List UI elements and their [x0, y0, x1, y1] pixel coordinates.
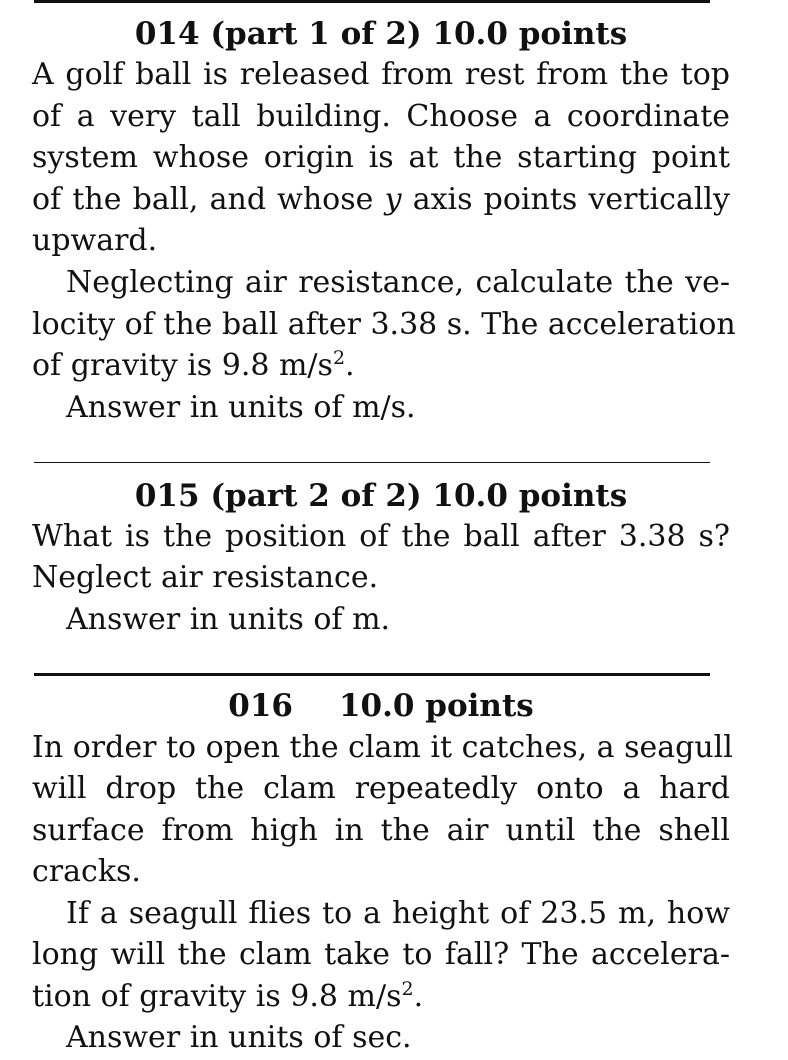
- problem-014-line-4-start: of the ball, and whose: [32, 182, 374, 217]
- problem-014-line-3: system whose origin is at the starting point: [32, 140, 730, 175]
- y-axis-variable: y: [384, 182, 402, 217]
- gravity-period: .: [345, 348, 355, 383]
- problem-016-line-4: cracks.: [32, 854, 141, 889]
- problem-016-line-3: surface from high in the air until the shell: [32, 813, 730, 848]
- problem-016-line-1: In order to open the clam it catches, a seagull: [32, 730, 733, 765]
- gravity-period-2: .: [413, 979, 424, 1014]
- problem-015-header: 015 (part 2 of 2) 10.0 points: [134, 478, 628, 514]
- problem-016-header: [32, 686, 730, 726]
- problem-016-number: 016: [228, 688, 293, 724]
- gravity-exponent-2: 2: [401, 978, 414, 1000]
- problem-016-line-5: If a seagull flies to a height of 23.5 m, how: [66, 896, 730, 931]
- gravity-text: of gravity is 9.8 m/s: [32, 348, 333, 383]
- problem-016-points: 10.0 points: [338, 688, 534, 724]
- problem-016-answer-units: Answer in units of sec.: [66, 1020, 412, 1055]
- problem-014-header: 014 (part 1 of 2) 10.0 points: [134, 16, 628, 52]
- problem-016-line-2: will drop the clam repeatedly onto a hard: [32, 771, 730, 806]
- problem-014-line-2: of a very tall building. Choose a coordinate: [32, 99, 730, 134]
- problem-016-line-7: [32, 977, 730, 1017]
- gravity-exponent: 2: [332, 347, 346, 369]
- gravity-text-2: tion of gravity is 9.8 m/s: [32, 979, 402, 1014]
- problem-014-line-1: A golf ball is released from rest from the top: [32, 57, 730, 92]
- problem-015-line-2: Neglect air resistance.: [32, 560, 379, 595]
- problem-015-line-1: What is the position of the ball after 3.38 s?: [32, 519, 730, 554]
- problem-015-answer-units: Answer in units of m.: [66, 602, 391, 637]
- problem-sheet-part-3: [32, 0, 736, 1060]
- problem-014-line-6: Neglecting air resistance, calculate the ve-: [66, 265, 730, 300]
- problem-014-answer-units: Answer in units of m/s.: [66, 390, 416, 425]
- problem-014-line-7: locity of the ball after 3.38 s. The acceleration: [32, 307, 736, 342]
- problem-014-line-5: upward.: [32, 223, 158, 258]
- problem-016-line-6: long will the clam take to fall? The accelera-: [32, 937, 730, 972]
- problem-014-line-4-end: axis points vertically: [412, 182, 730, 217]
